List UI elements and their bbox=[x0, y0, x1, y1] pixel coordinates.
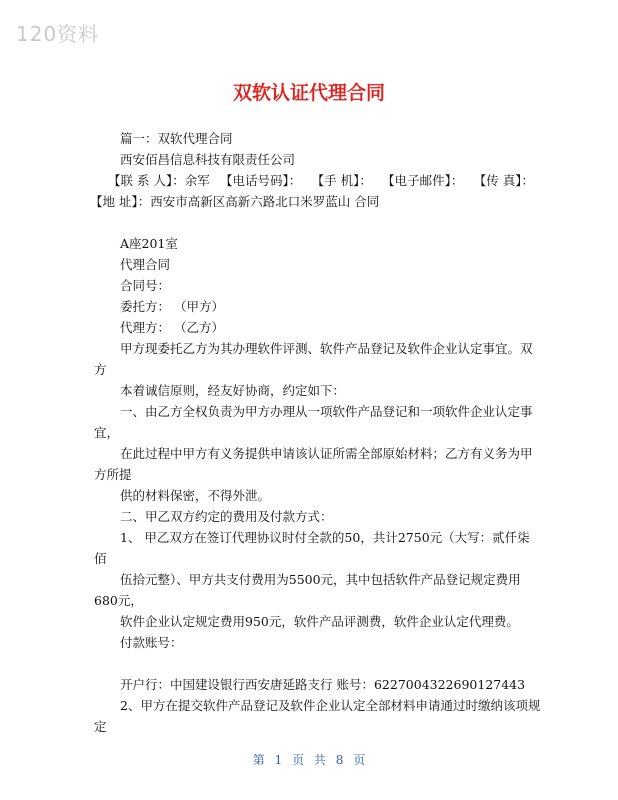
paragraph-line: 2、甲方在提交软件产品登记及软件企业认定全部材料申请通过时缴纳该项规 bbox=[120, 698, 541, 713]
contact-phone: 【电话号码】： bbox=[220, 173, 302, 188]
document-body bbox=[90, 128, 541, 737]
contact-email: 【电子邮件】： bbox=[382, 173, 464, 188]
page-footer bbox=[0, 751, 618, 768]
paragraph-line: 680元， bbox=[94, 593, 143, 608]
paragraph-line: 二、甲乙双方约定的费用及付款方式： bbox=[120, 509, 333, 524]
paragraph-line: 1、 甲乙双方在签订代理协议时付全款的50，共计2750元（大写：贰仟柒 bbox=[120, 530, 530, 545]
paragraph-line: 定 bbox=[94, 719, 107, 734]
address-line: 【地 址】：西安市高新区高新六路北口米罗蓝山 合同 bbox=[90, 194, 380, 209]
paragraph-line: 西安佰昌信息科技有限责任公司 bbox=[120, 152, 296, 167]
total-unit: 页 bbox=[353, 753, 366, 767]
paragraph-line: 合同号： bbox=[120, 278, 171, 293]
page-label: 第 bbox=[252, 753, 265, 767]
contact-line bbox=[94, 170, 534, 191]
contact-person: 【联 系 人】：余军 bbox=[108, 173, 210, 188]
paragraph-line: 代理方： （乙方） bbox=[120, 320, 224, 335]
page-unit: 页 bbox=[292, 753, 305, 767]
paragraph-line: 伍拾元整）、甲方共支付费用为5500元，其中包括软件产品登记规定费用 bbox=[120, 572, 521, 587]
paragraph-line: 佰 bbox=[94, 551, 107, 566]
document-title: 双软认证代理合同 bbox=[232, 82, 385, 104]
page-number: 1 bbox=[274, 753, 283, 767]
paragraph-line: 在此过程中甲方有义务提供申请该认证所需全部原始材料；乙方有义务为甲 bbox=[120, 446, 533, 461]
watermark-logo: 120资料 bbox=[16, 22, 100, 46]
paragraph-line: 本着诚信原则，经友好协商，约定如下： bbox=[120, 383, 346, 398]
paragraph-line: 一、由乙方全权负责为甲方办理从一项软件产品登记和一项软件企业认定事 bbox=[120, 404, 533, 419]
paragraph-line: 宜， bbox=[94, 425, 120, 440]
paragraph-line: 付款账号： bbox=[120, 635, 183, 650]
paragraph-line: A座201室 bbox=[120, 236, 178, 251]
total-label: 共 bbox=[313, 753, 326, 767]
contact-mobile: 【手 机】： bbox=[311, 173, 372, 188]
paragraph-line: 方 bbox=[94, 362, 107, 377]
paragraph-line: 委托方： （甲方） bbox=[120, 299, 224, 314]
paragraph-line: 开户行：中国建设银行西安唐延路支行 账号：6227004322690127443 bbox=[120, 677, 526, 692]
paragraph-line: 篇一：双软代理合同 bbox=[120, 131, 233, 146]
paragraph-line: 方所提 bbox=[94, 467, 132, 482]
paragraph-line: 代理合同 bbox=[120, 257, 171, 272]
paragraph-line: 供的材料保密，不得外泄。 bbox=[120, 488, 271, 503]
paragraph-line: 甲方现委托乙方为其办理软件评测、软件产品登记及软件企业认定事宜。双 bbox=[120, 341, 533, 356]
paragraph-line: 软件企业认定规定费用950元，软件产品评测费，软件企业认定代理费。 bbox=[120, 614, 519, 629]
contact-fax: 【传 真】： bbox=[473, 173, 534, 188]
total-pages: 8 bbox=[335, 753, 344, 767]
